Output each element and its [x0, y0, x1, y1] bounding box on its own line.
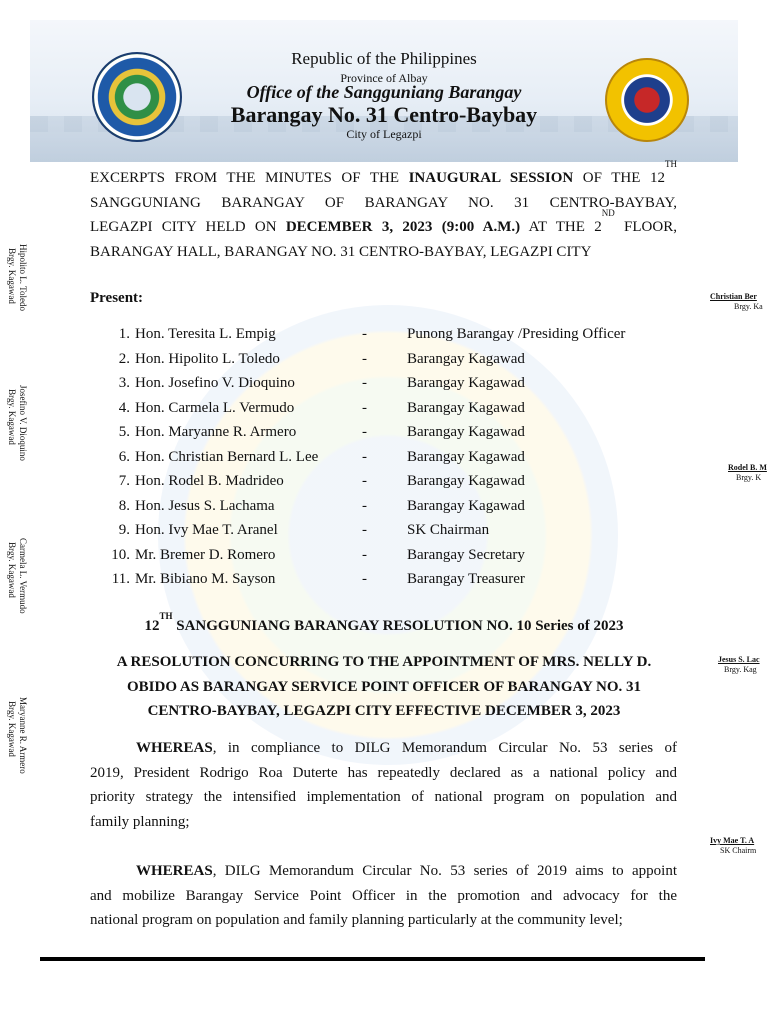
member-name: Hon. Hipolito L. Toledo: [135, 350, 280, 367]
item-number: 10.: [111, 546, 130, 563]
item-number: 6.: [118, 448, 130, 465]
paragraph-line: priority strategy the intensified implementation of national program on population and: [90, 789, 677, 806]
excerpt-bold: DECEMBER 3, 2023 (9:00 A.M.): [285, 219, 521, 236]
signature-title: Brgy. Kagawad: [7, 389, 17, 445]
member-position: Barangay Kagawad: [407, 399, 525, 416]
header-office: Office of the Sangguniang Barangay: [246, 82, 522, 102]
resolution-title: [0, 611, 768, 635]
item-number: 7.: [118, 473, 130, 489]
list-item: [108, 396, 668, 421]
resolution-heading-line: OBIDO AS BARANGAY SERVICE POINT OFFICER OF BARANGAY NO. 31: [127, 678, 641, 695]
paragraph-line: [90, 859, 677, 884]
paragraph-text: , DILG Memorandum Circular No. 53 series of 2019 aims to appoint: [212, 863, 677, 879]
member-position: Barangay Kagawad: [407, 448, 525, 465]
signature-title: Brgy. Kagawad: [7, 542, 17, 598]
list-item: [108, 518, 668, 543]
list-item: [108, 445, 668, 470]
paragraph-text: , in compliance to DILG Memorandum Circular No. 53 series of: [212, 740, 677, 756]
member-position: Barangay Kagawad: [407, 375, 525, 391]
footer-rule: [40, 957, 705, 961]
list-item: [108, 371, 668, 396]
margin-signature: [7, 385, 28, 461]
excerpt-line: SANGGUNIANG BARANGAY OF BARANGAY NO. 31 CENTRO-BAYBAY,: [90, 194, 677, 211]
margin-signature: [7, 697, 28, 774]
item-number: 2.: [118, 350, 130, 367]
list-item: [108, 469, 668, 494]
members-list: [108, 322, 668, 592]
superscript: TH: [159, 611, 173, 621]
list-item: [108, 322, 668, 347]
superscript: ND: [601, 208, 615, 219]
separator: -: [362, 571, 367, 587]
list-item: [108, 347, 668, 372]
header-city: City of Legazpi: [346, 127, 422, 141]
excerpt-text: AT THE 2: [520, 219, 602, 236]
member-name: Mr. Bremer D. Romero: [135, 546, 276, 563]
member-position: Punong Barangay /Presiding Officer: [407, 326, 626, 342]
item-number: 1.: [118, 326, 130, 342]
signature-name: Josefino V. Dioquino: [18, 385, 28, 461]
item-number: 5.: [118, 424, 130, 440]
header-province: Province of Albay: [340, 71, 428, 85]
resolution-heading-line: CENTRO-BAYBAY, LEGAZPI CITY EFFECTIVE DECEMBER 3, 2023: [147, 703, 621, 720]
separator: -: [362, 399, 367, 416]
whereas-paragraph-1: [90, 736, 677, 834]
paragraph-line: and mobilize Barangay Service Point Officer in the promotion and advocacy for the: [90, 887, 677, 904]
excerpt-paragraph: [90, 159, 678, 264]
excerpt-text: OF THE 12: [573, 170, 666, 186]
paragraph-line: [90, 736, 677, 761]
member-name: Hon. Ivy Mae T. Aranel: [135, 522, 278, 538]
signature-name: Ivy Mae T. A: [710, 836, 755, 845]
signature-title: Brgy. Kagawad: [7, 701, 17, 757]
whereas-label: WHEREAS: [136, 740, 213, 756]
header-republic: Republic of the Philippines: [291, 49, 477, 68]
signature-title: Brgy. Ka: [734, 302, 763, 311]
excerpt-line: BARANGAY HALL, BARANGAY NO. 31 CENTRO-BAYBAY, LEGAZPI CITY: [90, 243, 592, 260]
list-item: [108, 543, 668, 568]
separator: -: [362, 546, 367, 563]
paragraph-line: 2019, President Rodrigo Roa Duterte has repeatedly declared as a national policy and: [90, 764, 677, 781]
member-name: Hon. Christian Bernard L. Lee: [135, 448, 319, 465]
separator: -: [362, 497, 367, 514]
excerpt-text: EXCERPTS FROM THE MINUTES OF THE: [90, 170, 409, 186]
separator: -: [362, 350, 367, 367]
separator: -: [362, 326, 367, 342]
separator: -: [362, 473, 367, 489]
list-item: [108, 420, 668, 445]
header-barangay: Barangay No. 31 Centro-Baybay: [230, 102, 538, 127]
member-position: SK Chairman: [407, 522, 490, 538]
resolution-heading-line: A RESOLUTION CONCURRING TO THE APPOINTMENT OF MRS. NELLY D.: [116, 654, 652, 670]
separator: -: [362, 522, 367, 538]
member-position: Barangay Kagawad: [407, 350, 525, 367]
superscript: TH: [665, 159, 678, 169]
member-name: Hon. Jesus S. Lachama: [135, 497, 275, 514]
margin-signature: [7, 244, 28, 311]
signature-title: Brgy. Kagawad: [7, 248, 17, 304]
margin-signature: [710, 292, 768, 312]
signature-name: Rodel B. M: [728, 463, 767, 472]
member-name: Hon. Carmela L. Vermudo: [135, 399, 295, 416]
signature-title: Brgy. Kag: [724, 665, 757, 674]
list-item: [108, 567, 668, 592]
excerpt-line: [90, 159, 678, 191]
signature-name: Carmela L. Vermudo: [18, 538, 28, 614]
item-number: 9.: [118, 522, 130, 538]
excerpt-text: LEGAZPI CITY HELD ON: [90, 219, 286, 236]
present-label: Present:: [90, 290, 144, 306]
signature-title: SK Chairm: [720, 846, 757, 855]
signature-name: Jesus S. Lac: [718, 655, 760, 664]
signature-name: Hipolito L. Toledo: [18, 244, 28, 311]
member-name: Mr. Bibiano M. Sayson: [135, 571, 276, 587]
item-number: 8.: [118, 497, 130, 514]
member-name: Hon. Teresita L. Empig: [135, 326, 276, 342]
separator: -: [362, 424, 367, 440]
excerpt-text: FLOOR,: [614, 219, 677, 236]
member-position: Barangay Kagawad: [407, 497, 525, 514]
resolution-title-text: 12: [144, 618, 160, 634]
member-position: Barangay Kagawad: [407, 424, 525, 440]
resolution-heading: [90, 650, 678, 724]
member-name: Hon. Josefino V. Dioquino: [135, 375, 295, 391]
item-number: 11.: [111, 571, 130, 587]
excerpt-bold: INAUGURAL SESSION: [408, 170, 574, 186]
list-item: [108, 494, 668, 519]
member-name: Hon. Maryanne R. Armero: [135, 424, 297, 440]
paragraph-line: family planning;: [90, 813, 190, 830]
separator: -: [362, 448, 367, 465]
resolution-title-text: SANGGUNIANG BARANGAY RESOLUTION NO. 10 Series of 2023: [172, 618, 624, 634]
item-number: 4.: [118, 399, 130, 416]
margin-signature: [728, 463, 768, 483]
margin-signature: [7, 538, 28, 614]
signature-name: Christian Ber: [710, 292, 757, 301]
signature-name: Maryanne R. Armero: [18, 697, 28, 774]
whereas-label: WHEREAS: [136, 863, 213, 879]
item-number: 3.: [118, 375, 130, 391]
excerpt-line: [90, 208, 677, 240]
margin-signature: [718, 655, 768, 675]
member-name: Hon. Rodel B. Madrideo: [135, 473, 284, 489]
whereas-paragraph-2: [90, 859, 677, 933]
member-position: Barangay Secretary: [407, 546, 525, 563]
signature-title: Brgy. K: [736, 473, 762, 482]
member-position: Barangay Treasurer: [407, 571, 525, 587]
member-position: Barangay Kagawad: [407, 473, 525, 489]
paragraph-line: national program on population and family planning particularly at the community level;: [90, 912, 623, 929]
margin-signature: [710, 836, 768, 856]
separator: -: [362, 375, 367, 391]
